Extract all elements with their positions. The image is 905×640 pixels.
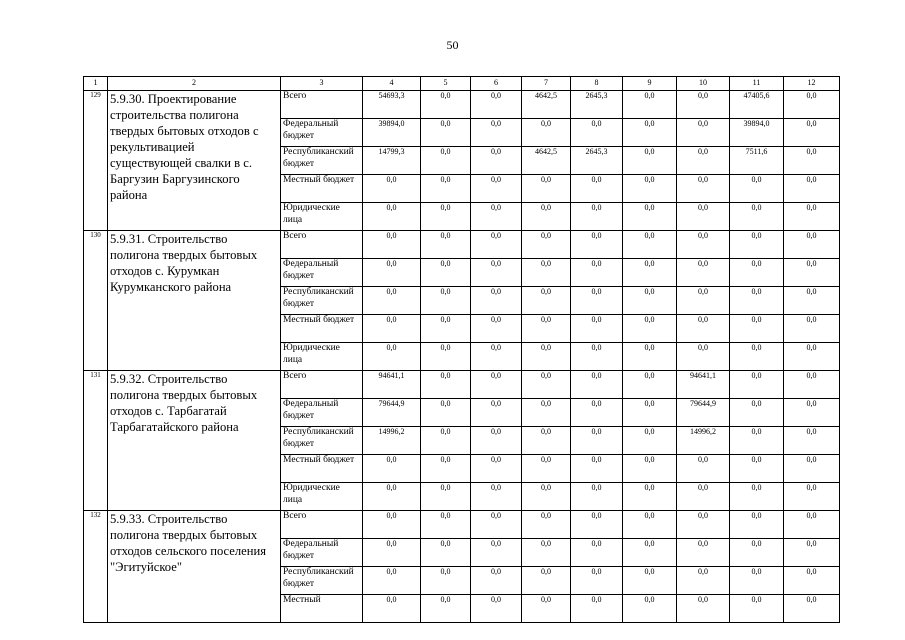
value-cell: 0,0: [522, 399, 571, 427]
value-cell: 0,0: [784, 371, 840, 399]
funding-source: Федеральный бюджет: [281, 539, 363, 567]
value-cell: 0,0: [471, 231, 522, 259]
funding-source: Всего: [281, 511, 363, 539]
value-cell: 0,0: [784, 511, 840, 539]
value-cell: 0,0: [623, 147, 677, 175]
value-cell: 0,0: [571, 343, 623, 371]
funding-source: Юридические лица: [281, 483, 363, 511]
value-cell: 0,0: [522, 427, 571, 455]
value-cell: 0,0: [730, 427, 784, 455]
value-cell: 0,0: [363, 539, 421, 567]
value-cell: 0,0: [784, 539, 840, 567]
value-cell: 0,0: [471, 371, 522, 399]
value-cell: 0,0: [571, 287, 623, 315]
value-cell: 0,0: [471, 175, 522, 203]
value-cell: 0,0: [571, 315, 623, 343]
value-cell: 0,0: [421, 147, 471, 175]
value-cell: 0,0: [471, 147, 522, 175]
value-cell: 0,0: [363, 287, 421, 315]
value-cell: 0,0: [677, 287, 730, 315]
value-cell: 0,0: [421, 539, 471, 567]
value-cell: 0,0: [522, 343, 571, 371]
funding-source: Федеральный бюджет: [281, 259, 363, 287]
value-cell: 0,0: [571, 399, 623, 427]
value-cell: 0,0: [363, 595, 421, 623]
column-header: 2: [108, 77, 281, 91]
funding-source: Республиканский бюджет: [281, 287, 363, 315]
value-cell: 0,0: [623, 595, 677, 623]
value-cell: 0,0: [421, 371, 471, 399]
value-cell: 0,0: [623, 483, 677, 511]
value-cell: 0,0: [784, 203, 840, 231]
value-cell: 0,0: [730, 315, 784, 343]
value-cell: 0,0: [471, 595, 522, 623]
header-row: [84, 77, 840, 91]
measure-title: 5.9.31. Строительство полигона твердых бытовых отходов с. Курумкан Курумканского района: [108, 231, 281, 371]
value-cell: 0,0: [677, 539, 730, 567]
funding-source: Республиканский бюджет: [281, 427, 363, 455]
value-cell: 0,0: [522, 231, 571, 259]
value-cell: 0,0: [522, 595, 571, 623]
value-cell: 0,0: [677, 147, 730, 175]
value-cell: 0,0: [571, 539, 623, 567]
value-cell: 0,0: [623, 539, 677, 567]
value-cell: 0,0: [363, 455, 421, 483]
value-cell: 0,0: [623, 119, 677, 147]
value-cell: 0,0: [522, 259, 571, 287]
funding-source: Юридические лица: [281, 203, 363, 231]
value-cell: 0,0: [784, 175, 840, 203]
value-cell: 0,0: [784, 483, 840, 511]
table-row: [84, 511, 840, 539]
value-cell: 0,0: [730, 455, 784, 483]
value-cell: 0,0: [421, 427, 471, 455]
value-cell: 0,0: [421, 567, 471, 595]
value-cell: 0,0: [623, 455, 677, 483]
value-cell: 0,0: [730, 595, 784, 623]
value-cell: 0,0: [677, 483, 730, 511]
value-cell: 0,0: [623, 287, 677, 315]
value-cell: 0,0: [522, 175, 571, 203]
value-cell: 14799,3: [363, 147, 421, 175]
column-header: 12: [784, 77, 840, 91]
column-header: 5: [421, 77, 471, 91]
value-cell: 2645,3: [571, 91, 623, 119]
value-cell: 0,0: [730, 343, 784, 371]
value-cell: 0,0: [421, 175, 471, 203]
value-cell: 0,0: [623, 399, 677, 427]
value-cell: 2645,3: [571, 147, 623, 175]
value-cell: 0,0: [784, 399, 840, 427]
funding-source: Федеральный бюджет: [281, 399, 363, 427]
value-cell: 0,0: [363, 567, 421, 595]
value-cell: 0,0: [571, 119, 623, 147]
value-cell: 0,0: [677, 175, 730, 203]
value-cell: 0,0: [471, 203, 522, 231]
value-cell: 0,0: [522, 567, 571, 595]
value-cell: 0,0: [677, 567, 730, 595]
row-number: 129: [84, 91, 108, 231]
value-cell: 0,0: [623, 91, 677, 119]
value-cell: 0,0: [421, 343, 471, 371]
funding-source: Местный: [281, 595, 363, 623]
value-cell: 39894,0: [363, 119, 421, 147]
value-cell: 0,0: [363, 203, 421, 231]
value-cell: 0,0: [571, 511, 623, 539]
value-cell: 0,0: [471, 343, 522, 371]
value-cell: 0,0: [571, 455, 623, 483]
value-cell: 0,0: [571, 371, 623, 399]
row-number: 132: [84, 511, 108, 623]
value-cell: 0,0: [730, 287, 784, 315]
value-cell: 0,0: [623, 511, 677, 539]
value-cell: 0,0: [471, 567, 522, 595]
value-cell: 0,0: [522, 483, 571, 511]
value-cell: 0,0: [522, 455, 571, 483]
value-cell: 14996,2: [677, 427, 730, 455]
value-cell: 0,0: [677, 595, 730, 623]
value-cell: 0,0: [471, 91, 522, 119]
value-cell: 0,0: [363, 511, 421, 539]
value-cell: 0,0: [677, 203, 730, 231]
value-cell: 0,0: [623, 343, 677, 371]
value-cell: 0,0: [421, 455, 471, 483]
funding-source: Всего: [281, 91, 363, 119]
value-cell: 0,0: [363, 315, 421, 343]
column-header: 4: [363, 77, 421, 91]
value-cell: 0,0: [571, 483, 623, 511]
value-cell: 0,0: [623, 315, 677, 343]
value-cell: 4642,5: [522, 91, 571, 119]
value-cell: 0,0: [784, 595, 840, 623]
value-cell: 0,0: [421, 511, 471, 539]
value-cell: 79644,9: [363, 399, 421, 427]
value-cell: 0,0: [471, 119, 522, 147]
column-header: 8: [571, 77, 623, 91]
value-cell: 0,0: [677, 91, 730, 119]
funding-source: Юридические лица: [281, 343, 363, 371]
value-cell: 0,0: [623, 567, 677, 595]
value-cell: 0,0: [677, 119, 730, 147]
value-cell: 0,0: [784, 315, 840, 343]
value-cell: 0,0: [522, 287, 571, 315]
value-cell: 0,0: [421, 119, 471, 147]
value-cell: 0,0: [784, 567, 840, 595]
value-cell: 94641,1: [363, 371, 421, 399]
value-cell: 0,0: [421, 91, 471, 119]
value-cell: 0,0: [522, 119, 571, 147]
value-cell: 0,0: [784, 455, 840, 483]
value-cell: 0,0: [421, 231, 471, 259]
value-cell: 0,0: [784, 259, 840, 287]
value-cell: 39894,0: [730, 119, 784, 147]
value-cell: 0,0: [522, 203, 571, 231]
value-cell: 0,0: [784, 119, 840, 147]
value-cell: 0,0: [677, 315, 730, 343]
value-cell: 0,0: [471, 399, 522, 427]
value-cell: 0,0: [730, 511, 784, 539]
value-cell: 94641,1: [677, 371, 730, 399]
value-cell: 0,0: [421, 483, 471, 511]
value-cell: 0,0: [730, 203, 784, 231]
value-cell: 0,0: [363, 483, 421, 511]
value-cell: 0,0: [730, 539, 784, 567]
column-header: 6: [471, 77, 522, 91]
value-cell: 7511,6: [730, 147, 784, 175]
value-cell: 0,0: [421, 203, 471, 231]
table-row: [84, 91, 840, 119]
value-cell: 0,0: [522, 539, 571, 567]
budget-table: [83, 76, 840, 623]
value-cell: 0,0: [730, 399, 784, 427]
value-cell: 0,0: [571, 203, 623, 231]
value-cell: 0,0: [730, 259, 784, 287]
value-cell: 0,0: [421, 259, 471, 287]
value-cell: 0,0: [784, 343, 840, 371]
value-cell: 0,0: [471, 539, 522, 567]
value-cell: 0,0: [571, 259, 623, 287]
column-header: 10: [677, 77, 730, 91]
funding-source: Местный бюджет: [281, 175, 363, 203]
row-number: 130: [84, 231, 108, 371]
value-cell: 0,0: [471, 455, 522, 483]
value-cell: 0,0: [363, 343, 421, 371]
value-cell: 0,0: [571, 595, 623, 623]
column-header: 11: [730, 77, 784, 91]
column-header: 7: [522, 77, 571, 91]
value-cell: 0,0: [784, 231, 840, 259]
value-cell: 4642,5: [522, 147, 571, 175]
value-cell: 0,0: [730, 175, 784, 203]
funding-source: Федеральный бюджет: [281, 119, 363, 147]
value-cell: 0,0: [363, 259, 421, 287]
value-cell: 0,0: [471, 427, 522, 455]
value-cell: 0,0: [730, 371, 784, 399]
value-cell: 0,0: [623, 371, 677, 399]
value-cell: 0,0: [623, 203, 677, 231]
value-cell: 0,0: [677, 511, 730, 539]
funding-source: Всего: [281, 371, 363, 399]
column-header: 3: [281, 77, 363, 91]
funding-source: Местный бюджет: [281, 315, 363, 343]
value-cell: 0,0: [421, 399, 471, 427]
measure-title: 5.9.32. Строительство полигона твердых бытовых отходов с. Тарбагатай Тарбагатайского района: [108, 371, 281, 511]
funding-source: Республиканский бюджет: [281, 567, 363, 595]
value-cell: 0,0: [677, 259, 730, 287]
value-cell: 0,0: [363, 175, 421, 203]
page-number: 50: [446, 38, 459, 52]
value-cell: 14996,2: [363, 427, 421, 455]
value-cell: 0,0: [784, 427, 840, 455]
value-cell: 0,0: [522, 371, 571, 399]
value-cell: 0,0: [677, 231, 730, 259]
value-cell: 0,0: [730, 231, 784, 259]
value-cell: 0,0: [471, 483, 522, 511]
value-cell: 47405,6: [730, 91, 784, 119]
value-cell: 0,0: [623, 175, 677, 203]
value-cell: 0,0: [571, 175, 623, 203]
measure-title: 5.9.30. Проектирование строительства полигона твердых бытовых отходов с рекультивацией существующей свалки в с. Баргузин Баргузинского района: [108, 91, 281, 231]
funding-source: Республиканский бюджет: [281, 147, 363, 175]
value-cell: 0,0: [730, 567, 784, 595]
value-cell: 54693,3: [363, 91, 421, 119]
value-cell: 0,0: [623, 231, 677, 259]
value-cell: 0,0: [421, 595, 471, 623]
value-cell: 0,0: [784, 91, 840, 119]
value-cell: 0,0: [471, 315, 522, 343]
value-cell: 0,0: [677, 343, 730, 371]
value-cell: 0,0: [730, 483, 784, 511]
value-cell: 0,0: [784, 287, 840, 315]
column-header: 1: [84, 77, 108, 91]
value-cell: 0,0: [471, 511, 522, 539]
column-header: 9: [623, 77, 677, 91]
funding-source: Всего: [281, 231, 363, 259]
value-cell: 0,0: [522, 511, 571, 539]
row-number: 131: [84, 371, 108, 511]
table-row: [84, 371, 840, 399]
value-cell: 0,0: [623, 427, 677, 455]
funding-source: Местный бюджет: [281, 455, 363, 483]
value-cell: 79644,9: [677, 399, 730, 427]
value-cell: 0,0: [784, 147, 840, 175]
value-cell: 0,0: [571, 427, 623, 455]
value-cell: 0,0: [571, 231, 623, 259]
value-cell: 0,0: [623, 259, 677, 287]
value-cell: 0,0: [471, 259, 522, 287]
value-cell: 0,0: [421, 287, 471, 315]
measure-title: 5.9.33. Строительство полигона твердых бытовых отходов сельского поселения "Эгитуйское": [108, 511, 281, 623]
value-cell: 0,0: [471, 287, 522, 315]
value-cell: 0,0: [421, 315, 471, 343]
value-cell: 0,0: [522, 315, 571, 343]
table-row: [84, 231, 840, 259]
value-cell: 0,0: [363, 231, 421, 259]
value-cell: 0,0: [571, 567, 623, 595]
value-cell: 0,0: [677, 455, 730, 483]
